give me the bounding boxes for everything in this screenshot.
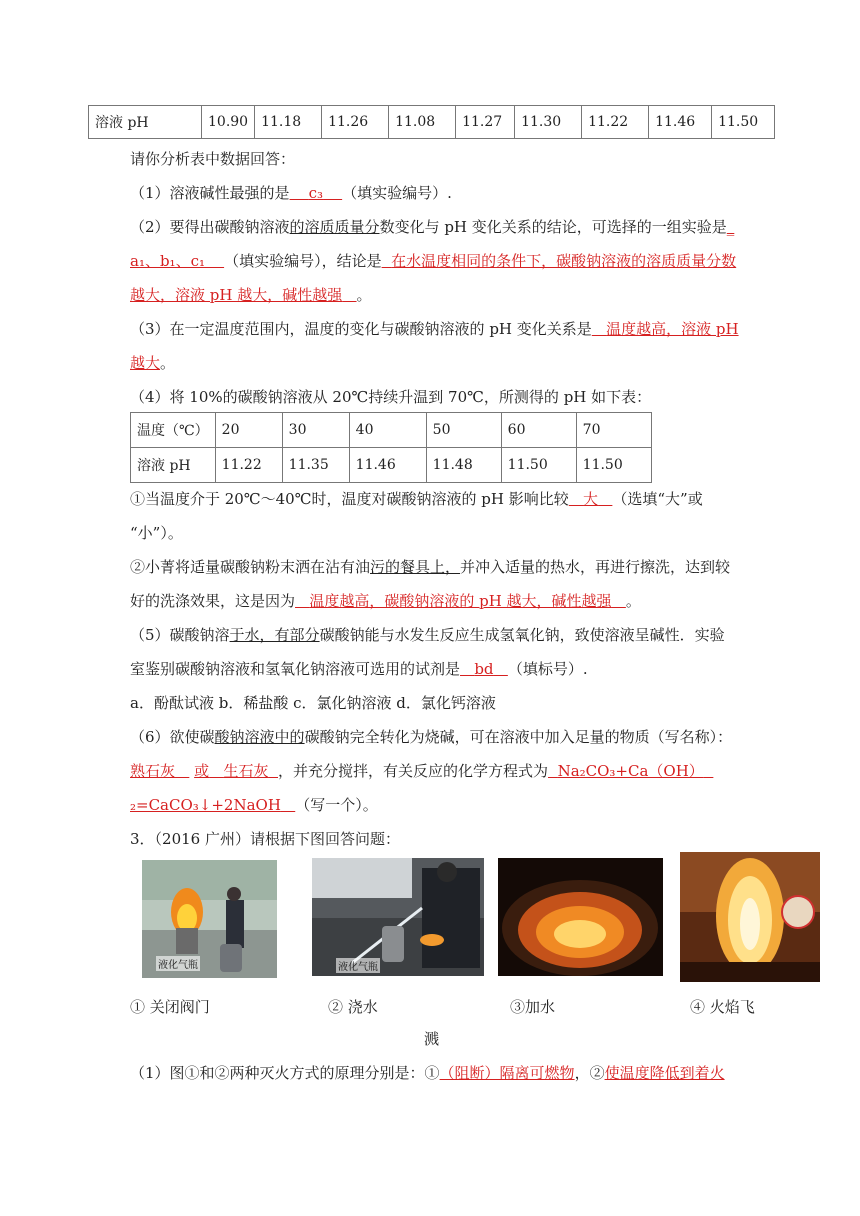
image-caption-1: ① 关闭阀门	[130, 998, 210, 1016]
table-cell: 11.50	[712, 106, 775, 139]
table-cell: 11.46	[349, 448, 426, 483]
q4a-text: ①当温度介于 20℃～40℃时，温度对碳酸钠溶液的 pH 影响比较	[130, 490, 569, 508]
table-cell: 30	[282, 413, 349, 448]
question-5	[130, 624, 725, 645]
question-2-line-2	[130, 250, 736, 271]
table-cell: 20	[215, 413, 282, 448]
q3-answer-cont: 越大	[130, 354, 161, 372]
question-2-line-3	[130, 284, 372, 305]
q8-answer-2: 使温度降低到着火	[604, 1064, 725, 1082]
q5-underlined: 于水，有部分	[229, 626, 320, 644]
question-heading-3: 3．（2016 广州）请根据下图回答问题：	[130, 830, 400, 848]
q2-answer-2-cont: 越大，溶液 pH 越大，碱性越强	[130, 286, 343, 304]
photo-adding-water	[498, 858, 663, 976]
table-cell: 11.48	[426, 448, 501, 483]
table-row	[131, 448, 652, 483]
q2-text-mid: 数变化与 pH 变化关系的结论，可选择的一组实验是	[379, 218, 727, 236]
q6-equation-cont: ₂=CaCO₃↓+2NaOH	[130, 796, 281, 814]
question-6	[130, 726, 732, 747]
q1-text: （1）溶液碱性最强的是	[130, 184, 290, 202]
q4b-underlined: 污的餐具上，	[370, 558, 461, 576]
table-cell: 11.26	[322, 106, 389, 139]
q4b-text-2: 并冲入适量的热水，再进行擦洗，达到较	[460, 558, 731, 576]
q4b-answer: 温度越高，碳酸钠溶液的 pH 越大，碱性越强	[309, 592, 612, 610]
q3-answer: 温度越高，溶液 pH	[606, 320, 739, 338]
q2-text-mid2: （填实验编号），结论是	[224, 252, 382, 270]
table-cell: 11.30	[515, 106, 582, 139]
question-2	[130, 216, 734, 237]
photo-label: 液化气瓶	[156, 956, 200, 971]
photo-flame-splash	[680, 852, 820, 982]
q6-or: 或	[194, 762, 210, 780]
question-6-line-2	[130, 760, 713, 781]
intro-text: 请你分析表中数据回答：	[130, 150, 296, 168]
table-cell: 11.27	[456, 106, 515, 139]
question-3	[130, 318, 739, 339]
table-cell: 40	[349, 413, 426, 448]
question-8	[130, 1062, 725, 1083]
question-4: （4）将 10%的碳酸钠溶液从 20℃持续升温到 70℃，所测得的 pH 如下表：	[130, 388, 652, 406]
table-cell: 11.18	[255, 106, 322, 139]
image-caption-4-cont: 溅	[424, 1030, 440, 1048]
q5-text: （5）碳酸钠溶	[130, 626, 230, 644]
table-cell: 11.22	[215, 448, 282, 483]
q5-note: （填标号）.	[507, 660, 588, 678]
table-cell: 温度（℃）	[131, 413, 216, 448]
table-row	[131, 413, 652, 448]
q8-text: （1）图①和②两种灭火方式的原理分别是：①	[130, 1064, 440, 1082]
image-caption-4: ④ 火焰飞	[690, 998, 755, 1016]
q4a-note: （选填“大”或	[612, 490, 703, 508]
q5-answer: bd	[474, 660, 494, 678]
photo-label: 液化气瓶	[336, 958, 380, 973]
q2-end: 。	[356, 286, 372, 304]
q5-text-3: 室鉴别碳酸钠溶液和氢氧化钠溶液可选用的试剂是	[130, 660, 461, 678]
q1-note: （填实验编号）.	[342, 184, 452, 202]
q6-equation: Na₂CO₃+Ca（OH）	[557, 762, 704, 780]
q4b-end: 。	[625, 592, 641, 610]
table-cell: 11.35	[282, 448, 349, 483]
table-cell: 溶液 pH	[131, 448, 216, 483]
question-5-line-2	[130, 658, 588, 679]
table-cell: 11.50	[501, 448, 576, 483]
q2-underlined: 的溶质质量分	[289, 218, 380, 236]
table-cell: 11.22	[582, 106, 649, 139]
q1-answer: c₃	[308, 184, 324, 202]
q3-end: 。	[160, 354, 176, 372]
table-cell: 11.08	[389, 106, 456, 139]
question-5-options: a．酚酞试液 b．稀盐酸 c．氯化钠溶液 d．氯化钙溶液	[130, 694, 496, 712]
table-row	[89, 106, 775, 139]
q5-text-2: 碳酸钠能与水发生反应生成氢氧化钠，致使溶液呈碱性．实验	[319, 626, 725, 644]
q6-answer-1: 熟石灰	[130, 762, 176, 780]
table-cell: 10.90	[202, 106, 255, 139]
image-caption-2: ② 浇水	[328, 998, 378, 1016]
table-cell: 11.46	[649, 106, 712, 139]
question-4a	[130, 488, 703, 509]
q6-underlined: 酸钠溶液中的	[214, 728, 305, 746]
table-cell: 溶液 pH	[89, 106, 202, 139]
question-4b-line-2	[130, 590, 641, 611]
q6-text-2: 碳酸钠完全转化为烧碱，可在溶液中加入足量的物质（写名称）：	[304, 728, 733, 746]
q3-text: （3）在一定温度范围内，温度的变化与碳酸钠溶液的 pH 变化关系是	[130, 320, 592, 338]
question-4a-line-2: “小”）。	[130, 524, 183, 542]
question-1	[130, 182, 452, 203]
photo-pouring-water	[312, 858, 484, 976]
question-4b	[130, 556, 730, 577]
q4b-text: ②小菁将适量碳酸钠粉末洒在沾有油	[130, 558, 371, 576]
photo-closing-valve	[142, 860, 277, 978]
q8-answer-1: （阻断）隔离可燃物	[439, 1064, 575, 1082]
q4b-text-3: 好的洗涤效果，这是因为	[130, 592, 296, 610]
q2-text: （2）要得出碳酸钠溶液	[130, 218, 290, 236]
ph-table-2	[130, 412, 652, 483]
q8-text-2: ，②	[574, 1064, 605, 1082]
q6-answer-2: 生石灰	[223, 762, 269, 780]
q2-answer-1: a₁、b₁、c₁	[130, 252, 205, 270]
question-3-line-2	[130, 352, 175, 373]
image-caption-3: ③加水	[510, 998, 556, 1016]
table-cell: 70	[576, 413, 651, 448]
q2-answer-1-start: _	[726, 218, 735, 236]
ph-table-1	[88, 105, 775, 139]
table-cell: 11.50	[576, 448, 651, 483]
q6-text-3: ，并充分搅拌，有关反应的化学方程式为	[278, 762, 549, 780]
table-cell: 50	[426, 413, 501, 448]
q6-text: （6）欲使碳	[130, 728, 215, 746]
q6-end: （写一个）。	[295, 796, 378, 814]
q4a-answer: 大	[583, 490, 599, 508]
q2-answer-2: 在水温度相同的条件下，碳酸钠溶液的溶质质量分数	[391, 252, 737, 270]
question-6-line-3	[130, 794, 378, 815]
table-cell: 60	[501, 413, 576, 448]
